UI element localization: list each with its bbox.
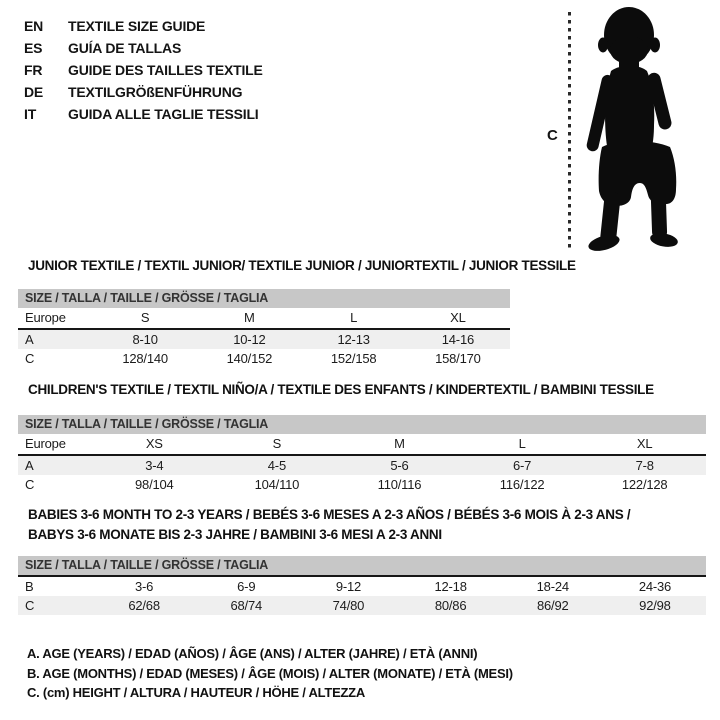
value-cell: 68/74 bbox=[230, 598, 263, 613]
table-row bbox=[18, 330, 510, 349]
language-code: EN bbox=[24, 18, 44, 34]
value-cell: XL bbox=[450, 310, 466, 325]
babies-section-title bbox=[28, 505, 630, 544]
language-row bbox=[24, 103, 263, 125]
babies-size-bar: SIZE / TALLA / TAILLE / GRÖSSE / TAGLIA bbox=[18, 556, 706, 577]
table-header-row bbox=[18, 308, 510, 330]
language-label: TEXTILGRÖßENFÜHRUNG bbox=[68, 84, 243, 100]
value-cell: 92/98 bbox=[639, 598, 671, 613]
babies-size-table bbox=[18, 556, 706, 615]
language-label: GUIDA ALLE TAGLIE TESSILI bbox=[68, 106, 259, 122]
toddler-silhouette-icon bbox=[582, 7, 682, 251]
value-cell: M bbox=[244, 310, 255, 325]
babies-title-line-1: BABIES 3-6 MONTH TO 2-3 YEARS / BEBÉS 3-6 MESES A 2-3 AÑOS / BÉBÉS 3-6 MOIS À 2-3 ANS / bbox=[28, 507, 631, 522]
value-cell: 9-12 bbox=[335, 579, 362, 594]
value-cell: 12-18 bbox=[434, 579, 467, 594]
row-label-cell: B bbox=[25, 579, 34, 594]
table-header-row bbox=[18, 434, 706, 456]
footnote-line: A. AGE (YEARS) / EDAD (AÑOS) / ÂGE (ANS) / ALTER (JAHRE) / ETÀ (ANNI) bbox=[27, 646, 478, 661]
value-cell: 3-4 bbox=[145, 458, 164, 473]
value-cell: 104/110 bbox=[254, 477, 300, 492]
value-cell: L bbox=[350, 310, 358, 325]
value-cell: M bbox=[394, 436, 405, 451]
row-label-cell: Europe bbox=[25, 436, 66, 451]
language-row bbox=[24, 81, 263, 103]
row-label-cell: Europe bbox=[25, 310, 66, 325]
value-cell: S bbox=[272, 436, 282, 451]
junior-size-table bbox=[18, 289, 510, 368]
value-cell: 14-16 bbox=[441, 332, 474, 347]
language-label: GUIDE DES TAILLES TEXTILE bbox=[68, 62, 263, 78]
language-list bbox=[24, 15, 263, 125]
value-cell: 4-5 bbox=[267, 458, 286, 473]
value-cell: 18-24 bbox=[536, 579, 569, 594]
value-cell: 116/122 bbox=[499, 477, 545, 492]
footnotes bbox=[27, 644, 513, 703]
value-cell: 7-8 bbox=[635, 458, 654, 473]
value-cell: 158/170 bbox=[435, 351, 481, 366]
value-cell: 80/86 bbox=[434, 598, 467, 613]
footnote-line: C. (cm) HEIGHT / ALTURA / HAUTEUR / HÖHE / ALTEZZA bbox=[27, 685, 366, 700]
value-cell: XL bbox=[636, 436, 653, 451]
babies-title-line-2: BABYS 3-6 MONATE BIS 2-3 JAHRE / BAMBINI 3-6 MESI A 2-3 ANNI bbox=[28, 526, 442, 542]
language-code: FR bbox=[24, 62, 43, 78]
language-code: ES bbox=[24, 40, 43, 56]
value-cell: 24-36 bbox=[638, 579, 672, 594]
footnote-line: B. AGE (MONTHS) / EDAD (MESES) / ÂGE (MOIS) / ALTER (MONATE) / ETÀ (MESI) bbox=[27, 665, 513, 681]
value-cell: 62/68 bbox=[128, 598, 160, 613]
height-measure-label: C bbox=[547, 127, 558, 144]
value-cell: 5-6 bbox=[390, 458, 409, 473]
value-cell: 12-13 bbox=[337, 332, 370, 347]
value-cell: 122/128 bbox=[621, 477, 668, 492]
table-row bbox=[18, 349, 510, 368]
table-row bbox=[18, 475, 706, 494]
row-label-cell: C bbox=[25, 477, 35, 492]
value-cell: 140/152 bbox=[226, 351, 273, 366]
table-row bbox=[18, 577, 706, 596]
value-cell: XS bbox=[145, 436, 163, 451]
row-label-cell: A bbox=[25, 458, 34, 473]
language-label: GUÍA DE TALLAS bbox=[68, 40, 182, 56]
table-row bbox=[18, 456, 706, 475]
children-size-table bbox=[18, 415, 706, 494]
junior-section-title: JUNIOR TEXTILE / TEXTIL JUNIOR/ TEXTILE JUNIOR / JUNIORTEXTIL / JUNIOR TESSILE bbox=[28, 258, 576, 273]
children-section-title: CHILDREN'S TEXTILE / TEXTIL NIÑO/A / TEXTILE DES ENFANTS / KINDERTEXTIL / BAMBINI TESSILE bbox=[28, 382, 654, 397]
junior-size-bar: SIZE / TALLA / TAILLE / GRÖSSE / TAGLIA bbox=[18, 289, 510, 308]
value-cell: 6-9 bbox=[237, 579, 256, 594]
value-cell: 110/116 bbox=[377, 477, 422, 492]
value-cell: L bbox=[518, 436, 526, 451]
row-label-cell: C bbox=[25, 351, 35, 366]
value-cell: 3-6 bbox=[134, 579, 154, 594]
value-cell: S bbox=[140, 310, 150, 325]
language-row bbox=[24, 15, 263, 37]
value-cell: 6-7 bbox=[512, 458, 532, 473]
value-cell: 74/80 bbox=[332, 598, 365, 613]
language-label: TEXTILE SIZE GUIDE bbox=[68, 18, 206, 34]
row-label-cell: C bbox=[25, 598, 35, 613]
table-row bbox=[18, 596, 706, 615]
value-cell: 86/92 bbox=[537, 598, 569, 613]
value-cell: 152/158 bbox=[330, 351, 377, 366]
height-reference-dotted-line bbox=[568, 12, 571, 250]
value-cell: 98/104 bbox=[135, 477, 174, 492]
language-code: DE bbox=[24, 84, 44, 100]
language-row bbox=[24, 59, 263, 81]
value-cell: 8-10 bbox=[132, 332, 158, 347]
value-cell: 10-12 bbox=[233, 332, 266, 347]
children-size-bar: SIZE / TALLA / TAILLE / GRÖSSE / TAGLIA bbox=[18, 415, 706, 434]
language-code: IT bbox=[24, 106, 37, 122]
language-row bbox=[24, 37, 263, 59]
row-label-cell: A bbox=[25, 332, 34, 347]
value-cell: 128/140 bbox=[122, 351, 168, 366]
